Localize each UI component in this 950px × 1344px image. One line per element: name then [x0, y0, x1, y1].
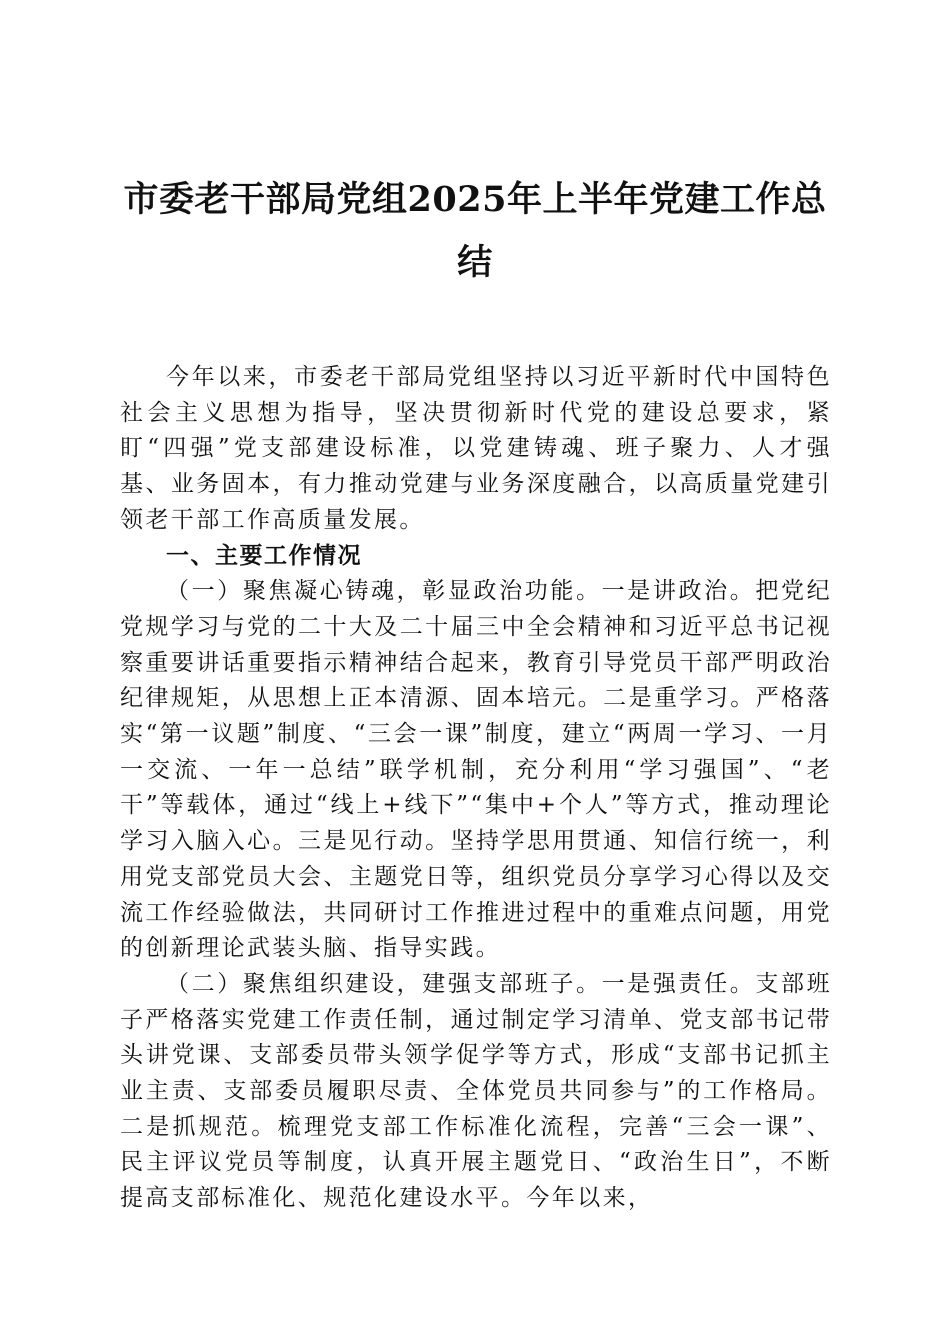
- document-title: [110, 168, 840, 294]
- document-body: [120, 360, 832, 1217]
- title-line-1: 市委老干部局党组2025年上半年党建工作总: [123, 179, 827, 220]
- body-paragraph: （一）聚焦凝心铸魂，彰显政治功能。一是讲政治。把党纪党规学习与党的二十大及二十届三中全会精神和习近平总书记视察重要讲话重要指示精神结合起来，教育引导党员干部严明政治纪律规矩，从思想上正本清源、固本培元。二是重学习。严格落实“第一议题”制度、“三会一课”制度，建立“两周一学习、一月一交流、一年一总结”联学机制，充分利用“学习强国”、“老干”等载体，通过“线上+线下”“集中+个人”等方式，推动理论学习入脑入心。三是见行动。坚持学思用贯通、知信行统一，利用党支部党员大会、主题党日等，组织党员分享学习心得以及交流工作经验做法，共同研讨工作推进过程中的重难点问题，用党的创新理论武装头脑、指导实践。: [120, 578, 832, 962]
- body-paragraph: （二）聚焦组织建设，建强支部班子。一是强责任。支部班子严格落实党建工作责任制，通过制定学习清单、党支部书记带头讲党课、支部委员带头领学促学等方式，形成“支部书记抓主业主责、支部委员履职尽责、全体党员共同参与”的工作格局。二是抓规范。梳理党支部工作标准化流程，完善“三会一课”、民主评议党员等制度，认真开展主题党日、“政治生日”，不断提高支部标准化、规范化建设水平。今年以来，: [120, 970, 832, 1212]
- section-heading: 一、主要工作情况: [166, 542, 362, 569]
- title-line-2: 结: [457, 242, 493, 283]
- intro-paragraph: 今年以来，市委老干部局党组坚持以习近平新时代中国特色社会主义思想为指导，坚决贯彻新时代党的建设总要求，紧盯“四强”党支部建设标准，以党建铸魂、班子聚力、人才强基、业务固本，有力推动党建与业务深度融合，以高质量党建引领老干部工作高质量发展。: [120, 364, 832, 533]
